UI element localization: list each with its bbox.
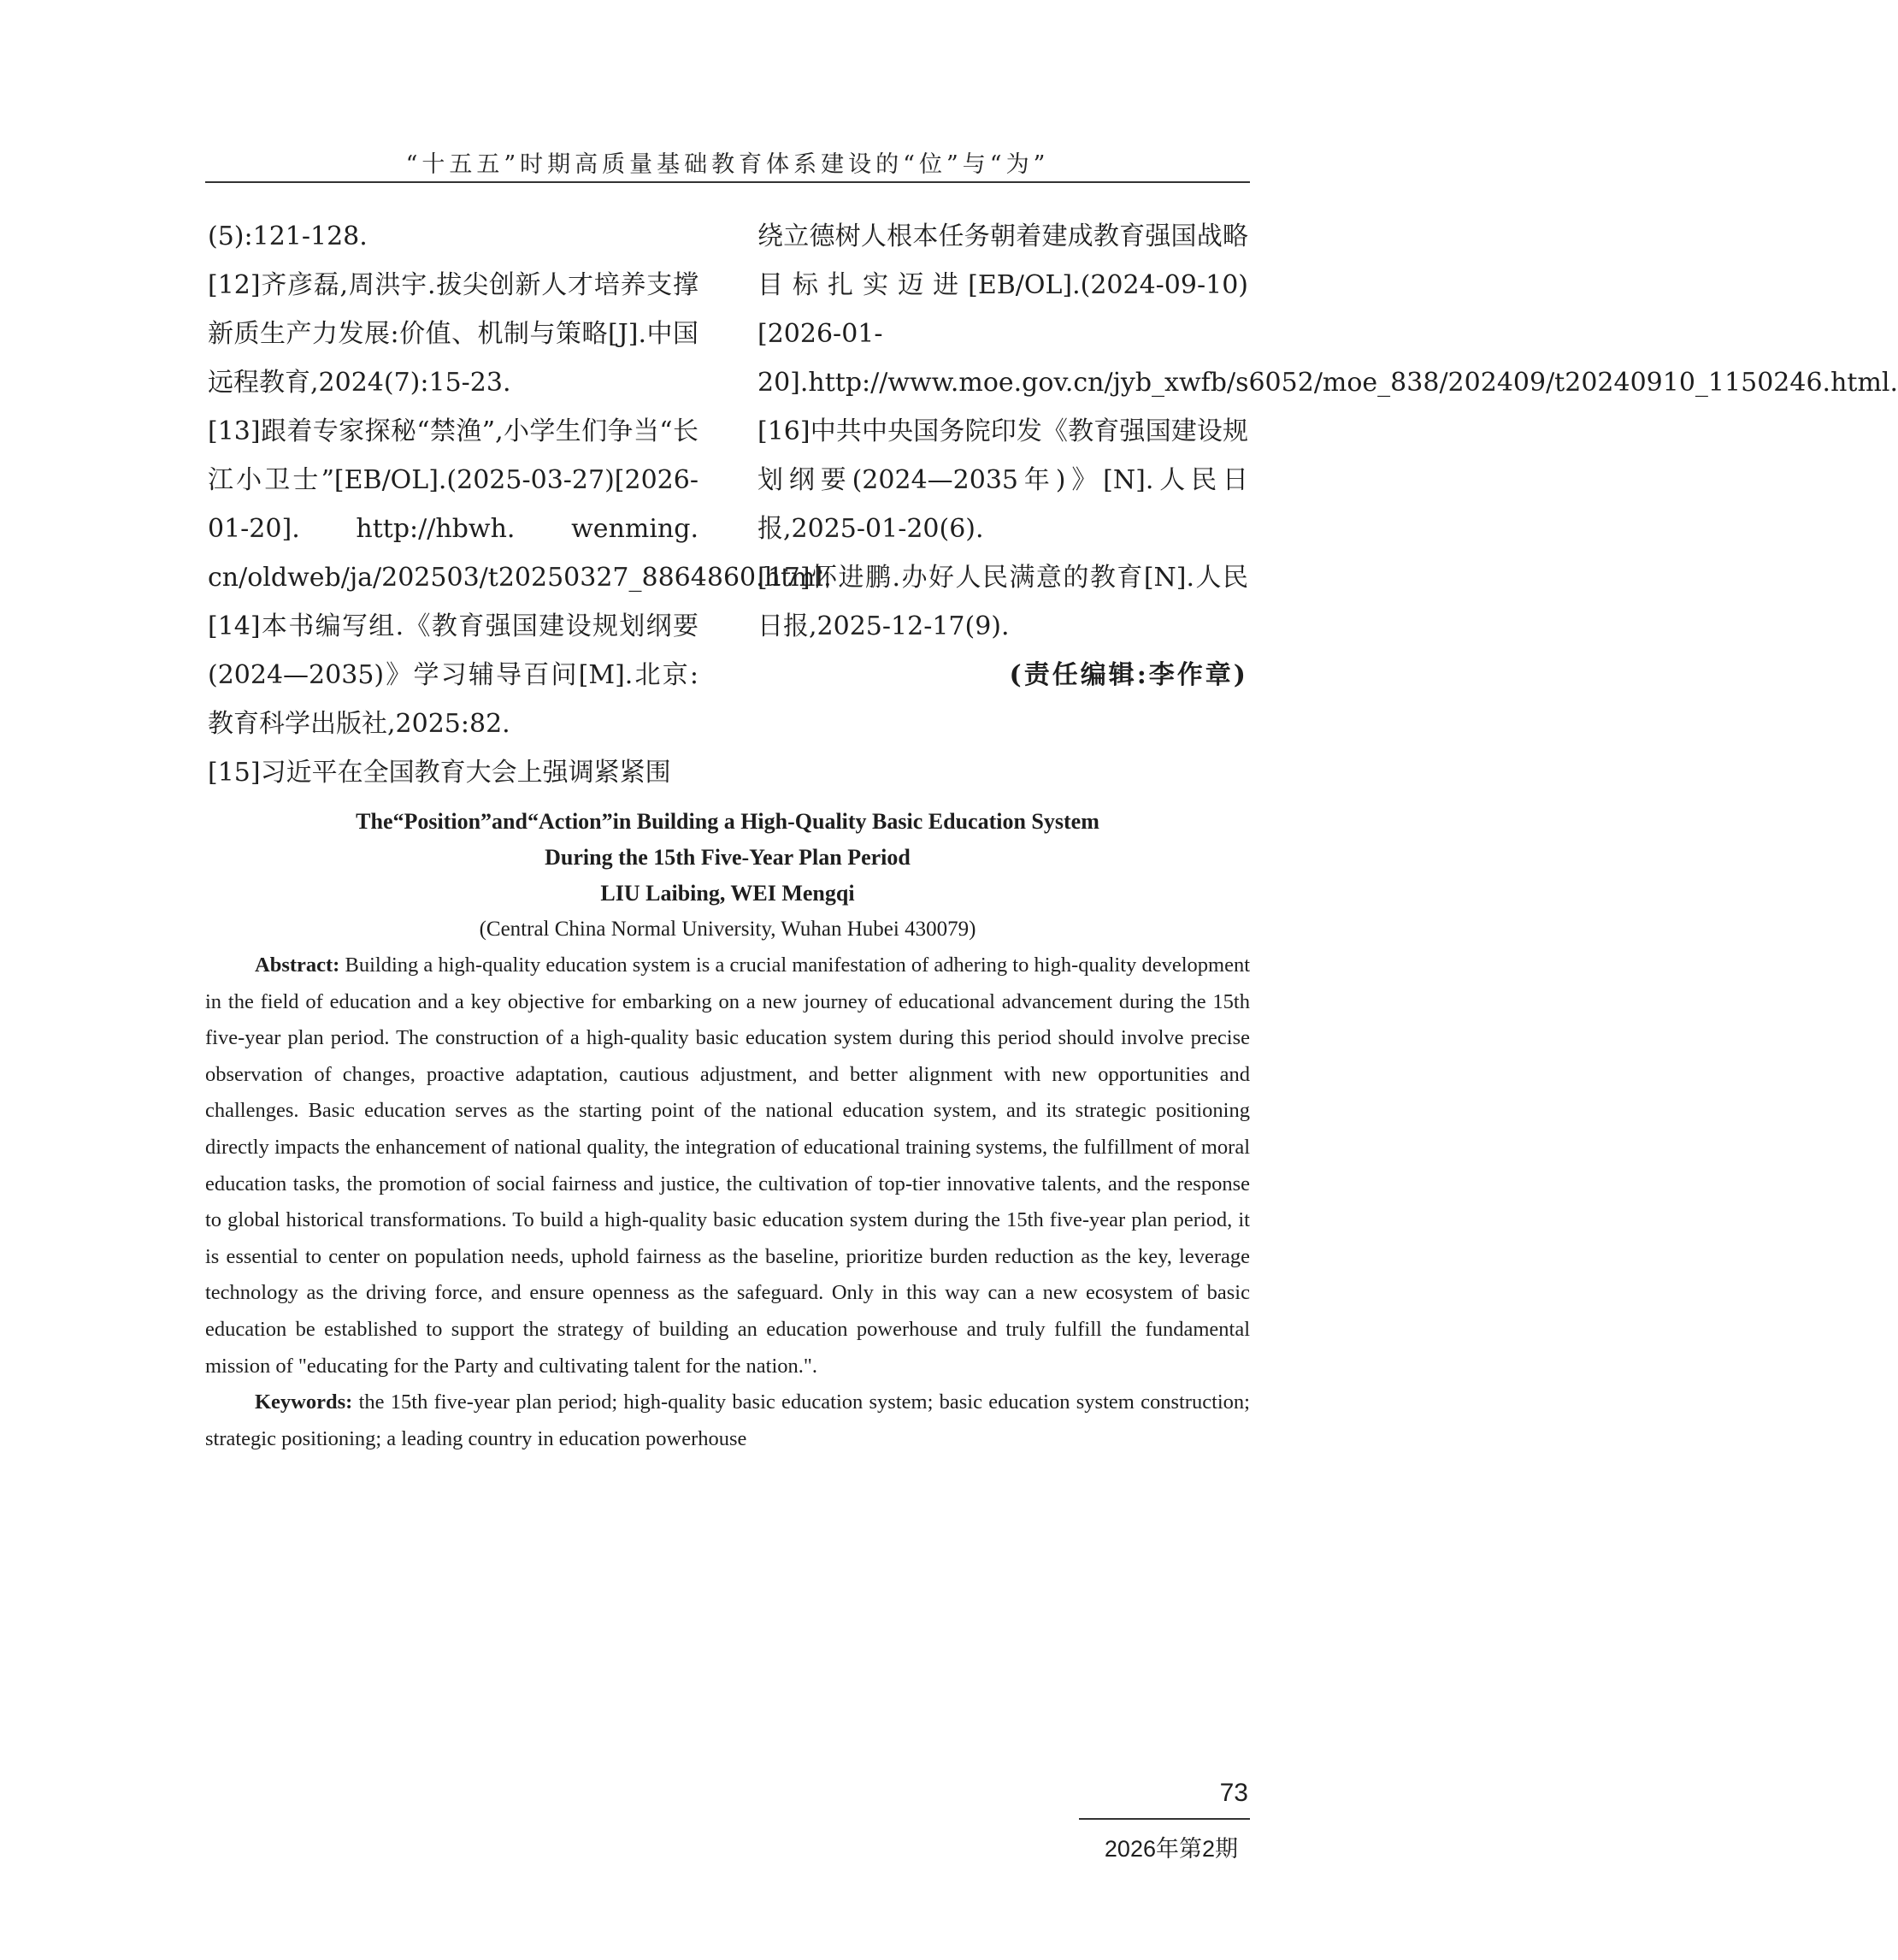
references-left-column bbox=[208, 212, 832, 797]
responsible-editor: (责任编辑:李作章) bbox=[1009, 660, 1248, 690]
english-affiliation: (Central China Normal University, Wuhan Hubei 430079) bbox=[479, 918, 976, 941]
running-header: “十五五”时期高质量基础教育体系建设的“位”与“为” bbox=[405, 151, 1050, 178]
header-rule bbox=[205, 181, 1250, 183]
keywords-label: Keywords: bbox=[255, 1390, 353, 1414]
reference-entry: [12]齐彦磊,周洪宇.拔尖创新人才培养支撑新质生产力发展:价值、机制与策略[J].中国远程教育,2024(7):15-23. bbox=[208, 270, 698, 398]
references-right-column bbox=[757, 212, 1898, 700]
reference-entry: 绕立德树人根本任务朝着建成教育强国战略目标扎实迈进[EB/OL].(2024-09-10)[2026-01-20].http://www.moe.gov.cn/jyb_xwfb/s6052/moe_838/202409/t20240910_1150246.html. bbox=[757, 221, 1898, 398]
page-number: 73 bbox=[1219, 1779, 1248, 1807]
reference-entry: [13]跟着专家探秘“禁渔”,小学生们争当“长江小卫士”[EB/OL].(2025-03-27)[2026-01-20]. http://hbwh. wenming. cn/oldweb/ja/202503/t20250327_8864860.html. bbox=[208, 416, 832, 593]
english-abstract-block bbox=[205, 804, 1250, 1457]
reference-entry: [17]怀进鹏.办好人民满意的教育[N].人民日报,2025-12-17(9). bbox=[757, 563, 1248, 641]
abstract-text: Building a high-quality education system is a crucial manifestation of adhering to high-quality development in the field of education and a key objective for embarking on a new journey of educational advancement during the 15th five-year plan period. The construction of a high-quality basic education system during this period should involve precise observation of changes, proactive adaptation, cautious adjustment, and better alignment with new opportunities and challenges. Basic education serves as the starting point of the national education system, and its strategic positioning directly impacts the enhancement of national quality, the integration of educational training systems, the fulfillment of moral education tasks, the promotion of social fairness and justice, the cultivation of top-tier innovative talents, and the response to global historical transformations. To build a high-quality basic education system during the 15th five-year plan period, it is essential to center on population needs, uphold fairness as the baseline, prioritize burden reduction as the key, leverage technology as the driving force, and ensure openness as the safeguard. Only in this way can a new ecosystem of basic education be established to support the strategy of building an education powerhouse and truly fulfill the fundamental mission of "educating for the Party and cultivating talent for the nation.". bbox=[205, 953, 1250, 1378]
issue-label: 2026年第2期 bbox=[1104, 1836, 1238, 1862]
keywords-paragraph bbox=[205, 1384, 1250, 1457]
keywords-text: the 15th five-year plan period; high-quality basic education system; basic education system construction; strategic positioning; a leading country in education powerhouse bbox=[205, 1390, 1250, 1450]
reference-entry: [16]中共中央国务院印发《教育强国建设规划纲要(2024—2035年)》[N].人民日报,2025-01-20(6). bbox=[757, 416, 1248, 544]
footer-rule bbox=[1079, 1818, 1250, 1820]
reference-entry: [14]本书编写组.《教育强国建设规划纲要(2024—2035)》学习辅导百问[M].北京:教育科学出版社,2025:82. bbox=[208, 611, 698, 739]
abstract-label: Abstract: bbox=[255, 953, 340, 977]
reference-entry: (5):121-128. bbox=[208, 221, 368, 251]
abstract-paragraph bbox=[205, 948, 1250, 1384]
reference-entry: [15]习近平在全国教育大会上强调紧紧围 bbox=[208, 758, 671, 788]
english-title-line-2: During the 15th Five-Year Plan Period bbox=[545, 845, 911, 870]
english-authors: LIU Laibing, WEI Mengqi bbox=[600, 881, 855, 906]
english-title-line-1: The“Position”and“Action”in Building a High-Quality Basic Education System bbox=[356, 809, 1099, 834]
